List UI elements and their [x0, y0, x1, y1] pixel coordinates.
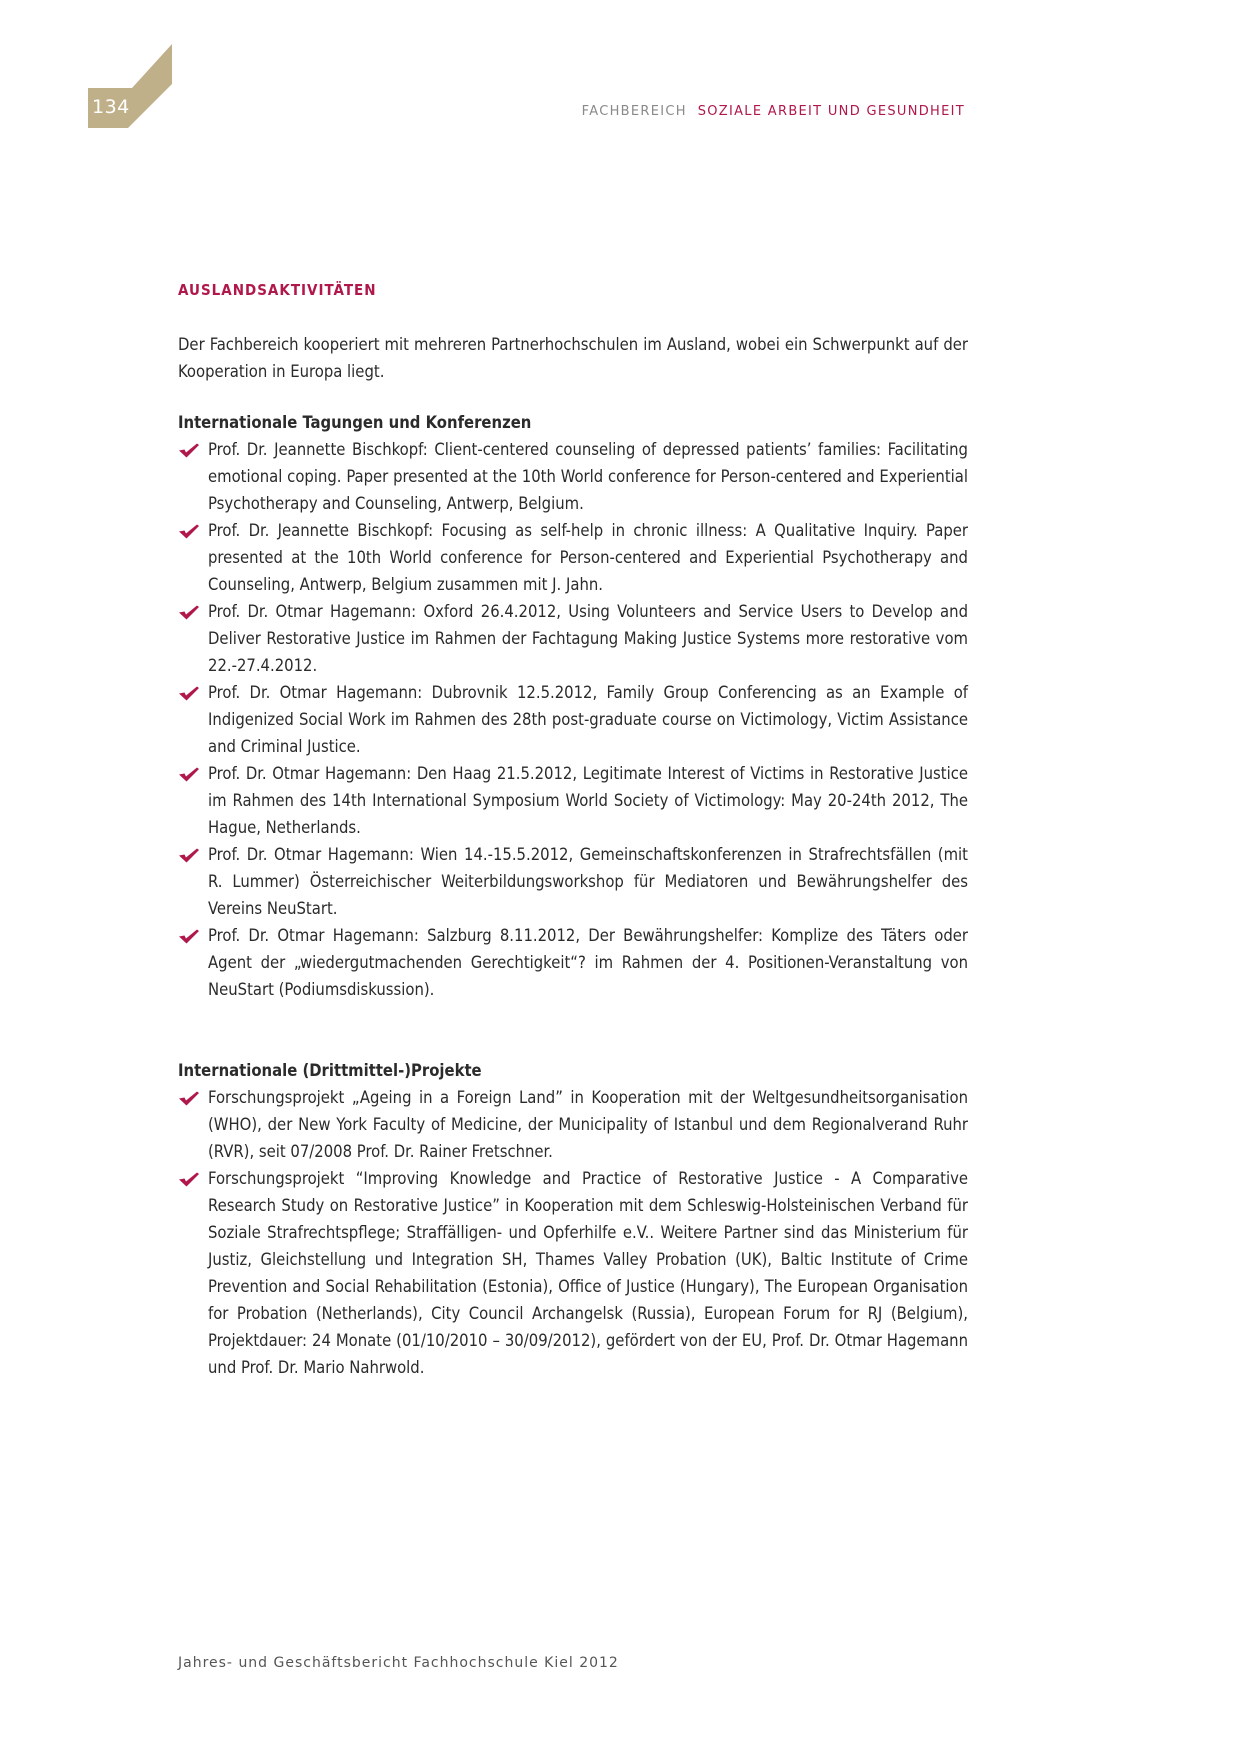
- section-label: FACHBEREICH: [581, 104, 687, 119]
- page-title: AUSLANDSAKTIVITÄTEN: [178, 281, 377, 299]
- checkmark-icon: [178, 523, 200, 539]
- list-item-text: Prof. Dr. Jeannette Bischkopf: Focusing as self-help in chronic illness: A Qualitative Inquiry. Paper presented at the 10th World conference for Person-centered and Experiential Psychotherapy and Counseling, Antwerp, Belgium zusammen mit J. Jahn.: [208, 521, 968, 594]
- section-name: SOZIALE ARBEIT UND GESUNDHEIT: [697, 104, 965, 119]
- list-item-text: Prof. Dr. Otmar Hagemann: Oxford 26.4.2012, Using Volunteers and Service Users to Develop and Deliver Restorative Justice im Rahmen der Fachtagung Making Justice Systems more restorative vom 22.-27.4.2012.: [208, 602, 968, 675]
- section-projects: [178, 1057, 968, 1381]
- checkmark-icon: [178, 847, 200, 863]
- checkmark-icon: [178, 1090, 200, 1106]
- page-number: 134: [92, 96, 130, 118]
- project-list: [178, 1084, 968, 1381]
- checkmark-icon: [178, 442, 200, 458]
- list-item: [178, 1165, 968, 1381]
- list-item-text: Prof. Dr. Otmar Hagemann: Salzburg 8.11.2012, Der Bewährungshelfer: Komplize des Täters oder Agent der „wiedergutmachenden Gerechtigkeit“? im Rahmen der 4. Positionen-Veranstaltung von NeuStart (Podiumsdiskussion).: [208, 926, 968, 999]
- list-item: [178, 922, 968, 1003]
- list-item-text: Prof. Dr. Jeannette Bischkopf: Client-centered counseling of depressed patients’ families: Facilitating emotional coping. Paper presented at the 10th World conference for Person-centered and Experiential Psychotherapy and Counseling, Antwerp, Belgium.: [208, 440, 968, 513]
- list-item-text: Prof. Dr. Otmar Hagemann: Wien 14.-15.5.2012, Gemeinschaftskonferenzen in Strafrechtsfällen (mit R. Lummer) Österreichischer Weiterbildungsworkshop für Mediatoren und Bewährungshelfer des Vereins NeuStart.: [208, 845, 968, 918]
- list-item-text: Prof. Dr. Otmar Hagemann: Dubrovnik 12.5.2012, Family Group Conferencing as an Example of Indigenized Social Work im Rahmen des 28th post-graduate course on Victimology, Victim Assistance and Criminal Justice.: [208, 683, 968, 756]
- section-heading: Internationale (Drittmittel-)Projekte: [178, 1061, 482, 1080]
- list-item-text: Forschungsprojekt “Improving Knowledge and Practice of Restorative Justice - A Comparative Research Study on Restorative Justice” in Kooperation mit dem Schleswig-Holsteinischen Verband für Soziale Strafrechtspflege; Straffälligen- und Opferhilfe e.V.. Weitere Partner sind das Ministerium für Justiz, Gleichstellung und Integration SH, Thames Valley Probation (UK), Baltic Institute of Crime Prevention and Social Rehabilitation (Estonia), Office of Justice (Hungary), The European Organisation for Probation (Netherlands), City Council Archangelsk (Russia), European Forum for RJ (Belgium), Projektdauer: 24 Monate (01/10/2010 – 30/09/2012), gefördert von der EU, Prof. Dr. Otmar Hagemann und Prof. Dr. Mario Nahrwold.: [208, 1169, 968, 1377]
- list-item: [178, 841, 968, 922]
- list-item: [178, 679, 968, 760]
- list-item: [178, 598, 968, 679]
- section-heading: Internationale Tagungen und Konferenzen: [178, 413, 532, 432]
- list-item: [178, 760, 968, 841]
- main-content: [178, 281, 968, 1381]
- checkmark-icon: [178, 766, 200, 782]
- list-item-text: Forschungsprojekt „Ageing in a Foreign Land” in Kooperation mit der Weltgesundheitsorganisation (WHO), der New York Faculty of Medicine, der Municipality of Istanbul und dem Regionalverand Ruhr (RVR), seit 07/2008 Prof. Dr. Rainer Fretschner.: [208, 1088, 968, 1161]
- list-item-text: Prof. Dr. Otmar Hagemann: Den Haag 21.5.2012, Legitimate Interest of Victims in Restorative Justice im Rahmen des 14th International Symposium World Society of Victimology: May 20-24th 2012, The Hague, Netherlands.: [208, 764, 968, 837]
- page-footer: Jahres- und Geschäftsbericht Fachhochschule Kiel 2012: [178, 1655, 619, 1671]
- checkmark-icon: [178, 928, 200, 944]
- checkmark-icon: [178, 1171, 200, 1187]
- list-item: [178, 1084, 968, 1165]
- section-conferences: [178, 409, 968, 1003]
- checkmark-icon: [178, 604, 200, 620]
- list-item: [178, 436, 968, 517]
- conference-list: [178, 436, 968, 1003]
- intro-paragraph: Der Fachbereich kooperiert mit mehreren Partnerhochschulen im Ausland, wobei ein Schwerpunkt auf der Kooperation in Europa liegt.: [178, 335, 968, 381]
- checkmark-icon: [178, 685, 200, 701]
- list-item: [178, 517, 968, 598]
- running-header: [582, 104, 965, 119]
